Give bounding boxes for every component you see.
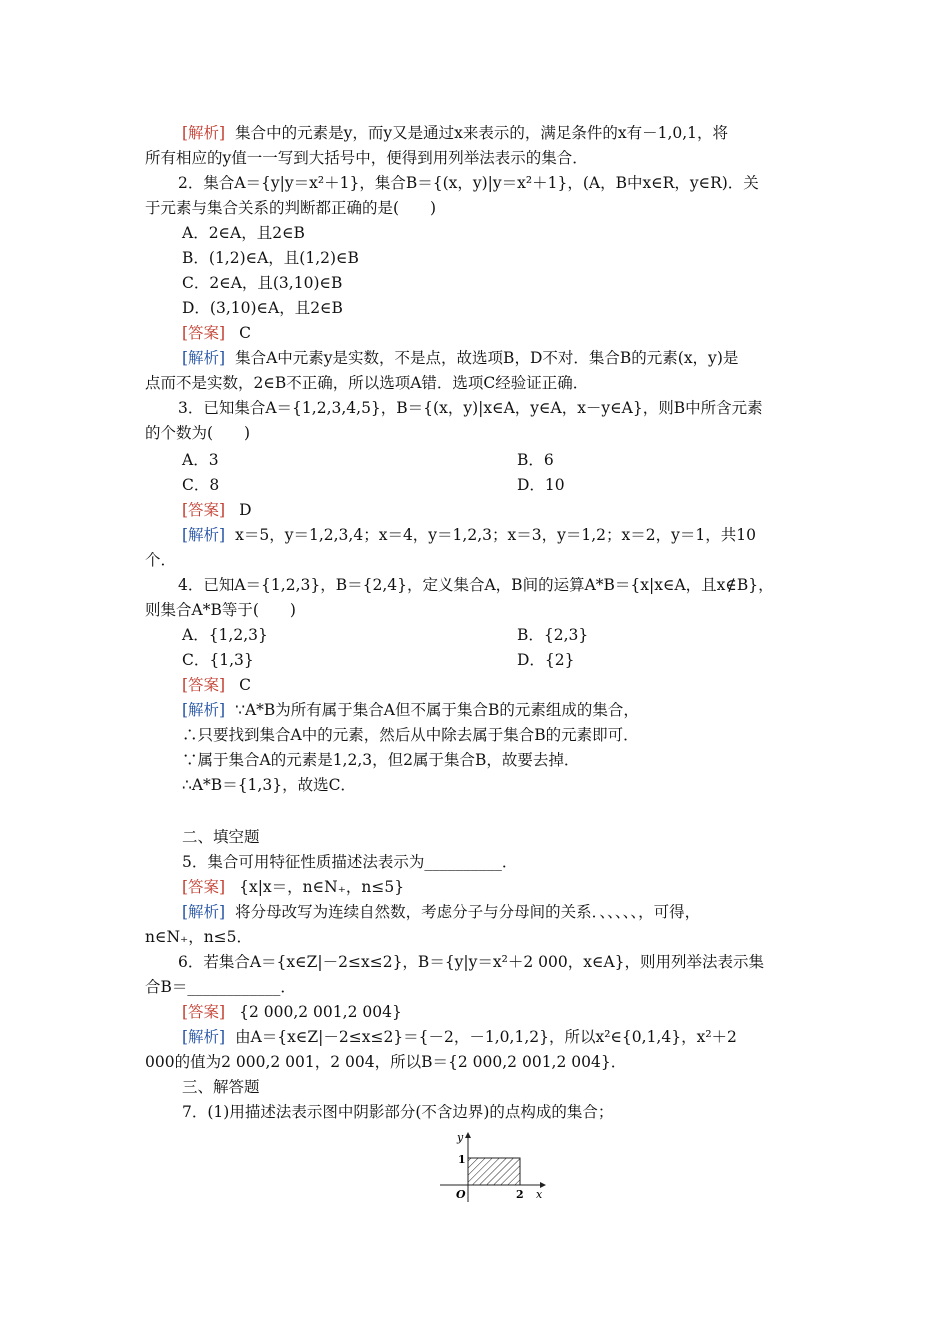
option-c: C．{1,3} (182, 651, 254, 669)
line-answer-4: [答案] C (182, 676, 251, 694)
line-text: 所有相应的y值一一写到大括号中，便得到用列举法表示的集合． (145, 149, 588, 167)
option-b: B．6 (517, 451, 554, 469)
option-a: A．2∈A，且2∈B (182, 224, 305, 242)
analysis-tag: [解析] (182, 124, 226, 142)
option-a: A．{1,2,3} (182, 626, 268, 644)
option-d: D．10 (517, 476, 565, 494)
option-c: C．2∈A，且(3,10)∈B (182, 274, 343, 292)
line-answer-3: [答案] D (182, 501, 252, 519)
y-axis-label: y (457, 1131, 464, 1144)
line-analysis-4: [解析] ∵A*B为所有属于集合A但不属于集合B的元素组成的集合， (182, 701, 639, 719)
analysis-tag: [解析] (182, 349, 226, 367)
analysis-tag: [解析] (182, 903, 226, 921)
answer-tag: [答案] (182, 324, 226, 342)
question-2: 2．集合A＝{y|y＝x²＋1}，集合B＝{(x，y)|y＝x²＋1}，(A，B中x∈R，y∈R)．关 (178, 174, 759, 192)
line-text: 则集合A*B等于( ) (145, 601, 296, 619)
y-axis-arrow-icon (465, 1132, 471, 1138)
question-3: 3．已知集合A＝{1,2,3,4,5}，B＝{(x，y)|x∈A，y∈A，x－y∈A}，则B中所含元素 (178, 399, 763, 417)
answer-tag: [答案] (182, 1003, 226, 1021)
shaded-region (468, 1158, 520, 1185)
option-b: B．(1,2)∈A，且(1,2)∈B (182, 249, 359, 267)
line-analysis-2: [解析] 集合A中元素y是实数，不是点，故选项B，D不对．集合B的元素(x，y)是 (182, 349, 739, 367)
analysis-tag: [解析] (182, 526, 226, 544)
line-analysis-6: [解析] 由A＝{x∈Z|－2≤x≤2}＝{－2，－1,0,1,2}，所以x²∈{0,1,4}，x²＋2 (182, 1028, 737, 1046)
answer-tag: [答案] (182, 878, 226, 896)
line-analysis-3: [解析] x＝5，y＝1,2,3,4；x＝4，y＝1,2,3；x＝3，y＝1,2；x＝2，y＝1，共10 (182, 526, 756, 544)
line-text: 000的值为2 000,2 001，2 004，所以B＝{2 000,2 001,2 004}． (145, 1053, 627, 1071)
line-analysis-1: [解析] 集合中的元素是y，而y又是通过x来表示的，满足条件的x有－1,0,1，将 (182, 124, 729, 142)
origin-label: O (456, 1188, 466, 1201)
option-b: B．{2,3} (517, 626, 589, 644)
analysis-tag: [解析] (182, 1028, 226, 1046)
section-heading-answer: 三、解答题 (182, 1078, 260, 1096)
line-text: 的个数为( ) (145, 424, 251, 442)
line-text: 合B＝____________． (145, 978, 296, 996)
option-d: D．(3,10)∈A，且2∈B (182, 299, 343, 317)
line-text: 于元素与集合关系的判断都正确的是( ) (145, 199, 437, 217)
x-axis-label: x (536, 1188, 543, 1201)
answer-tag: [答案] (182, 676, 226, 694)
line-text: 点而不是实数，2∈B不正确，所以选项A错．选项C经验证正确． (145, 374, 589, 392)
option-c: C．8 (182, 476, 220, 494)
line-text: ∵属于集合A的元素是1,2,3，但2属于集合B，故要去掉． (182, 751, 580, 769)
option-a: A．3 (182, 451, 219, 469)
y-tick-label: 1 (458, 1153, 466, 1166)
line-answer-6: [答案] {2 000,2 001,2 004} (182, 1003, 402, 1021)
answer-tag: [答案] (182, 501, 226, 519)
question-4: 4．已知A＝{1,2,3}，B＝{2,4}，定义集合A，B间的运算A*B＝{x|x∈A，且x∉B}， (178, 576, 774, 594)
option-d: D．{2} (517, 651, 575, 669)
question-5: 5．集合可用特征性质描述法表示为__________． (182, 853, 518, 871)
question-6: 6．若集合A＝{x∈Z|－2≤x≤2}，B＝{y|y＝x²＋2 000，x∈A}，则用列举法表示集 (178, 953, 765, 971)
line-text: ∴A*B＝{1,3}，故选C． (182, 776, 356, 794)
line-text: n∈N₊，n≤5． (145, 928, 253, 946)
x-tick-label: 2 (516, 1188, 524, 1201)
coordinate-figure (430, 1128, 560, 1208)
section-heading-fill-in: 二、填空题 (182, 828, 260, 846)
line-answer-2: [答案] C (182, 324, 251, 342)
question-7: 7．(1)用描述法表示图中阴影部分(不含边界)的点构成的集合； (182, 1103, 614, 1121)
line-answer-5: [答案] {x|x＝，n∈N₊，n≤5} (182, 878, 405, 896)
line-text: 个． (145, 551, 177, 569)
line-text: ∴只要找到集合A中的元素，然后从中除去属于集合B的元素即可． (182, 726, 639, 744)
line-analysis-5: [解析] 将分母改写为连续自然数，考虑分子与分母间的关系．、、、、、，可得， (182, 903, 701, 921)
analysis-tag: [解析] (182, 701, 226, 719)
